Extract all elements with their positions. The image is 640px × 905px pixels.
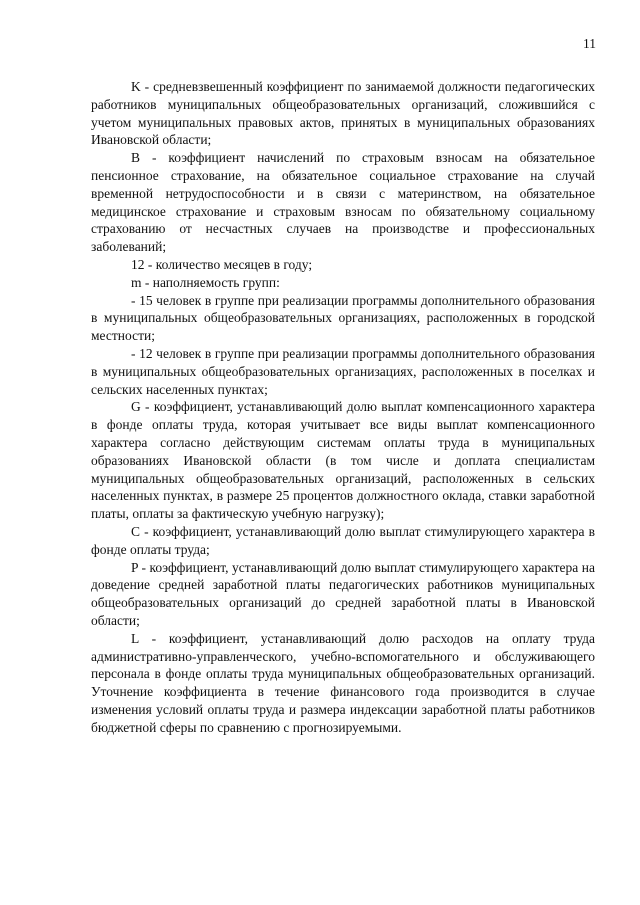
paragraph-group-size: m - наполняемость групп: (131, 274, 280, 290)
paragraph-k-coefficient: K - средневзвешенный коэффициент по занимаемой должности педагогических работников муниципальных общеобразовательных организаций, сложившийся с учетом муниципальных правовых актов, принятых в муниципальных образованиях Ивановской области; (91, 79, 595, 148)
paragraph-p-coefficient: P - коэффициент, устанавливающий долю выплат стимулирующего характера на доведение средней заработной платы педагогических работников муниципальных общеобразовательных организаций до средней заработной платы в Ивановской области; (91, 559, 595, 628)
paragraph-months: 12 - количество месяцев в году; (131, 256, 313, 272)
page-number: 11 (583, 36, 596, 51)
paragraph-group-rural: - 12 человек в группе при реализации программы дополнительного образования в муниципальных общеобразовательных организациях, расположенных в поселках и сельских населенных пунктах; (91, 345, 595, 397)
document-body (91, 78, 595, 736)
paragraph-g-coefficient: G - коэффициент, устанавливающий долю выплат компенсационного характера в фонде оплаты труда, которая учитывает все виды выплат компенсационного характера согласно действующим системам оплаты труда в муниципальных образованиях Ивановской области (в том числе и доплата специалистам муниципальных общеобразовательных организаций, расположенных в сельских населенных пунктах, в размере 25 процентов должностного оклада, ставки заработной платы, оплаты за фактическую учебную нагрузку); (91, 399, 595, 522)
paragraph-group-urban: - 15 человек в группе при реализации программы дополнительного образования в муниципальных общеобразовательных организациях, расположенных в городской местности; (91, 292, 595, 344)
paragraph-b-coefficient: B - коэффициент начислений по страховым взносам на обязательное пенсионное страхование, на обязательное социальное страхование на случай временной нетрудоспособности и в связи с материнством, на обязательное медицинское страхование и страховым взносам по обязательному социальному страхованию от несчастных случаев на производстве и профессиональных заболеваний; (91, 150, 595, 255)
paragraph-c-coefficient: C - коэффициент, устанавливающий долю выплат стимулирующего характера в фонде оплаты труда; (91, 523, 595, 557)
paragraph-l-coefficient: L - коэффициент, устанавливающий долю расходов на оплату труда административно-управленческого, учебно-вспомогательного и обслуживающего персонала в фонде оплаты труда муниципальных общеобразовательных организаций. Уточнение коэффициента в течение финансового года производится в случае изменения условий оплаты труда и размера индексации заработной платы работников бюджетной сферы по сравнению с прогнозируемыми. (91, 630, 595, 735)
